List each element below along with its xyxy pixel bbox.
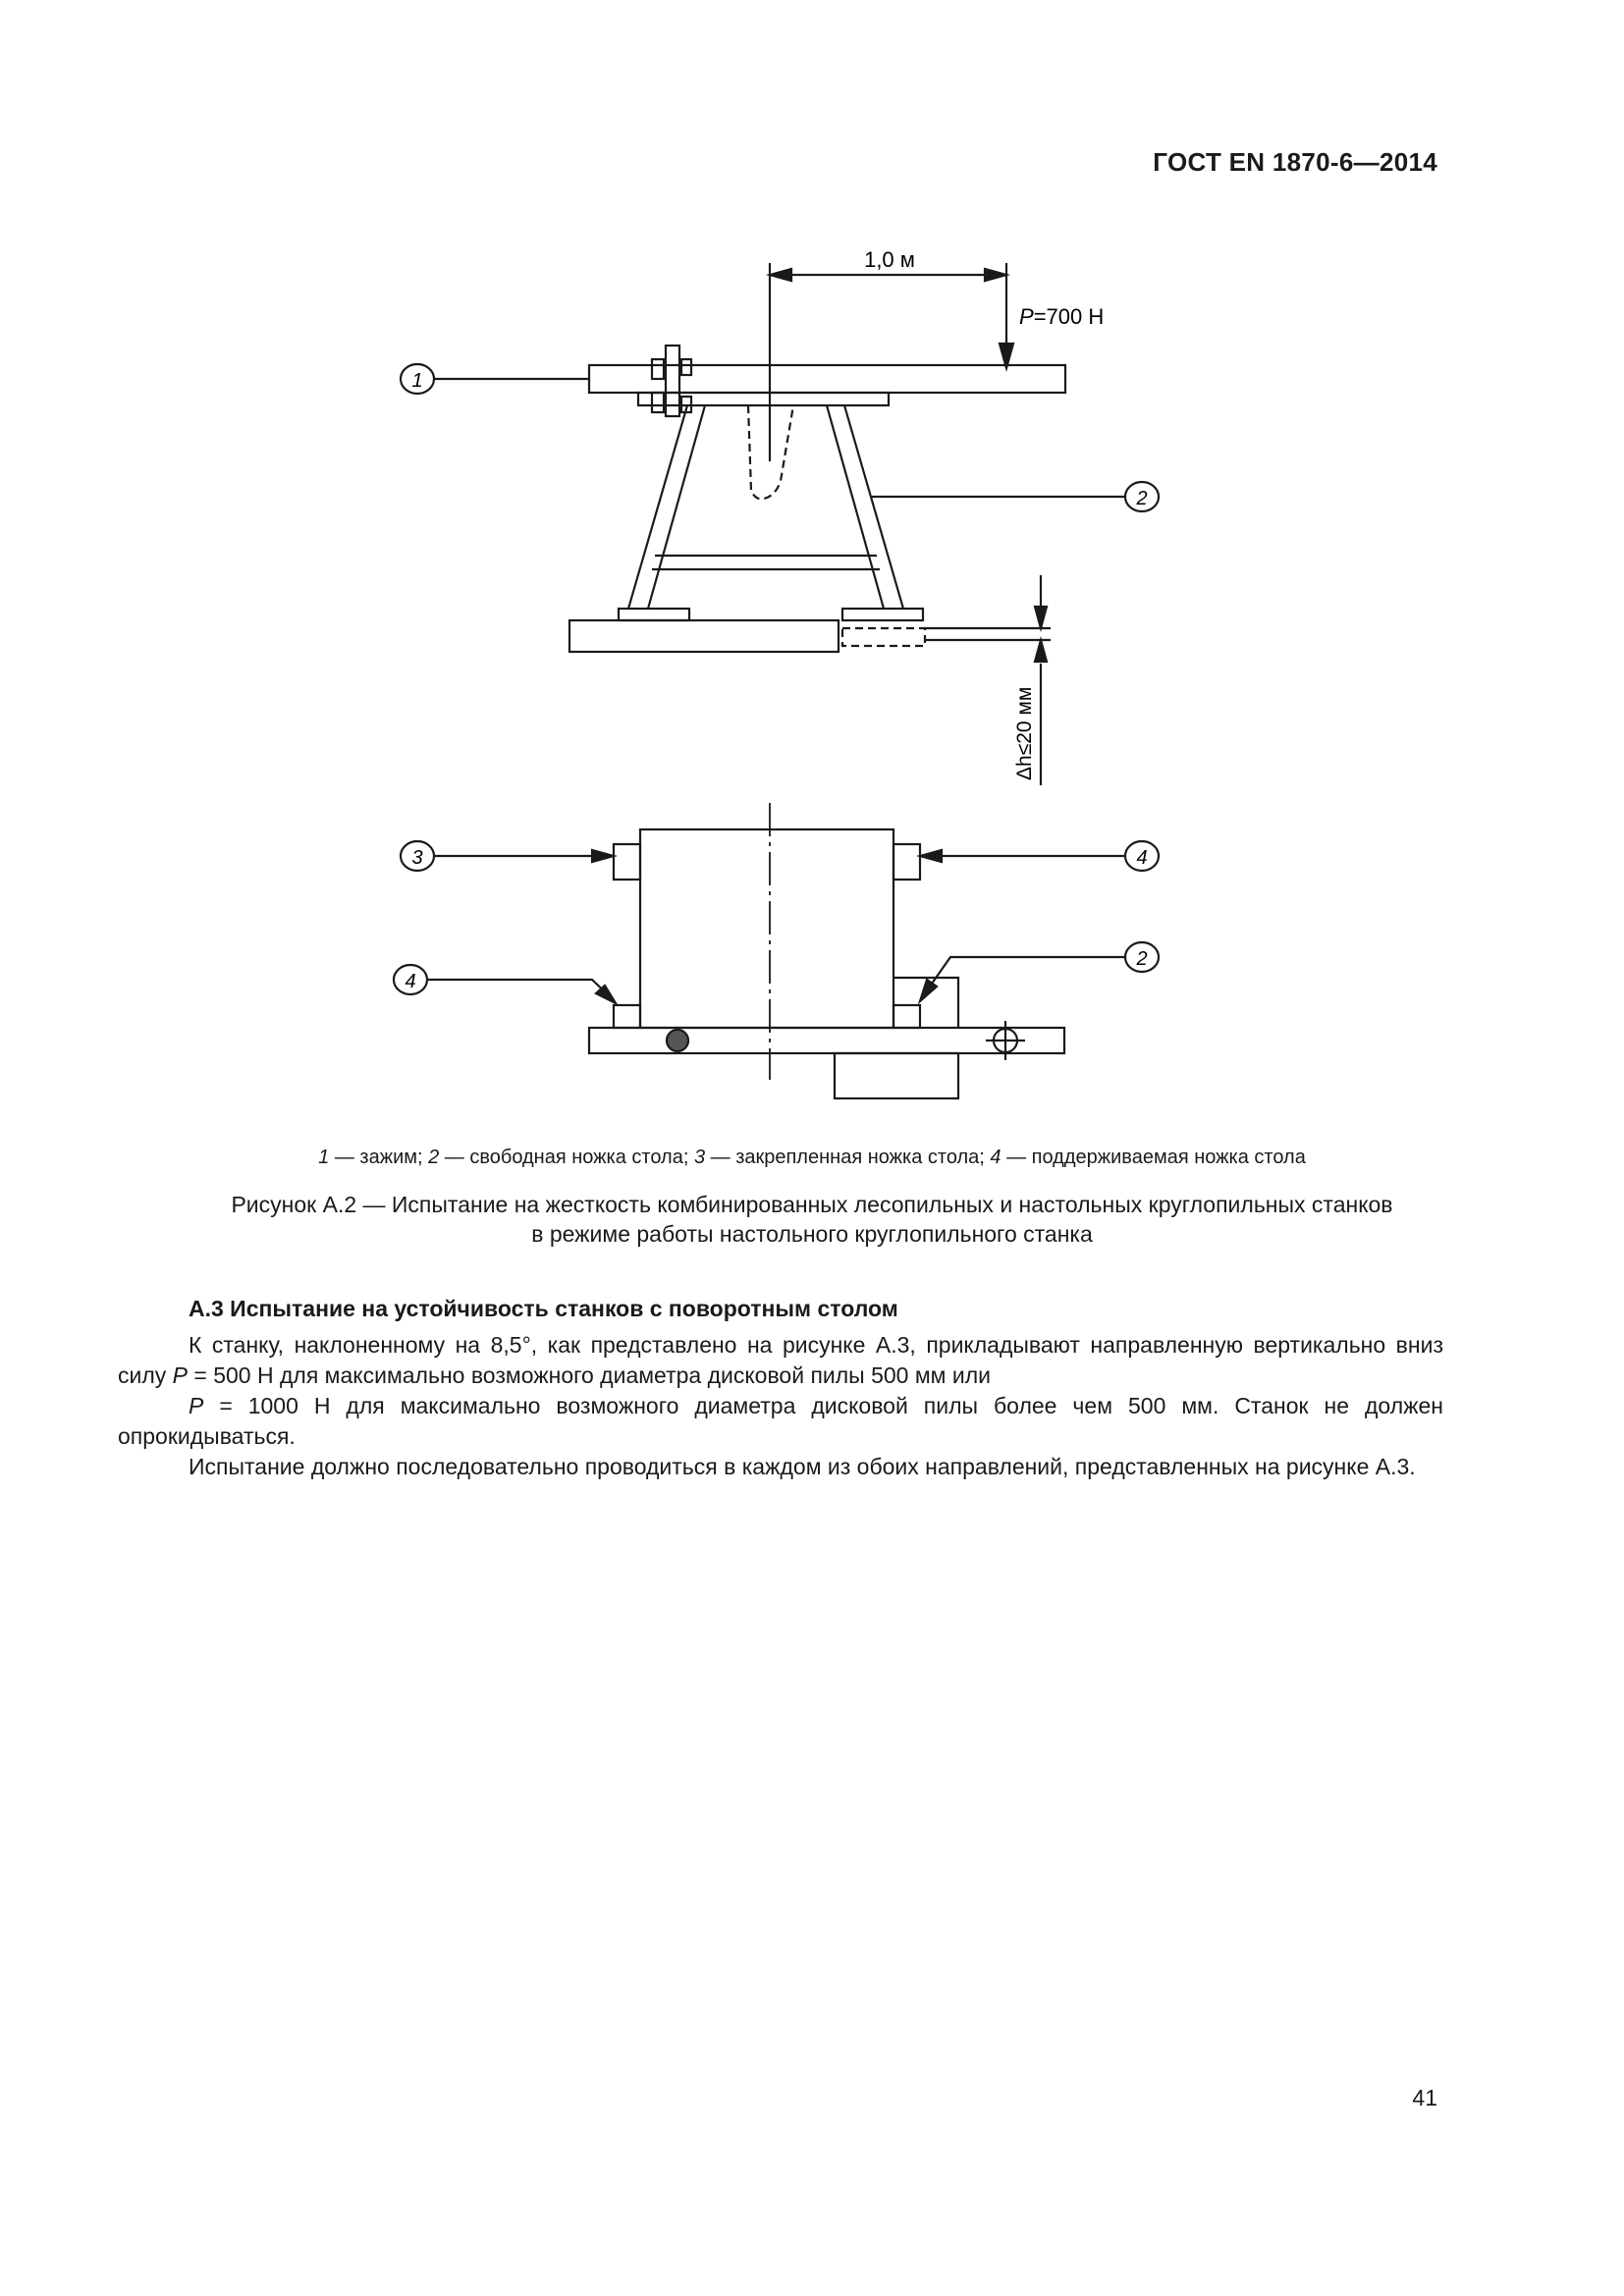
callout-2-bottom-arrow [920, 980, 937, 1001]
legend-text-1: — зажим; [329, 1147, 429, 1168]
clamp-washer-top [681, 359, 691, 375]
legend-number-4: 4 [990, 1147, 1001, 1168]
plan-supported-leg-top [893, 844, 920, 880]
callout-3-number: 3 [411, 847, 423, 869]
document-standard-header: ГОСТ EN 1870-6—2014 [1153, 147, 1437, 177]
paragraph-1-text-a: К станку, наклоненному на 8,5°, как представлено на рисунке А.3, прикладывают направленную вертикально вниз силу [118, 1332, 1443, 1388]
page-number: 41 [1412, 2085, 1437, 2110]
callout-3-arrow [592, 850, 614, 862]
plan-hatched-circle [667, 1030, 688, 1051]
paragraph-1-symbol-p: P [172, 1362, 189, 1388]
legend-text-2: — свободная ножка стола; [439, 1147, 694, 1168]
clamp-nut-top [652, 359, 664, 379]
plan-bottom-block [835, 1053, 958, 1098]
legend-number-3: 3 [693, 1147, 706, 1168]
section-a3 [118, 1294, 1443, 1482]
clamp-nut-bottom [652, 393, 664, 412]
paragraph-2-symbol-p: P [189, 1393, 204, 1418]
callout-4-left-arrow [596, 986, 616, 1003]
paragraph-2 [118, 1391, 1443, 1452]
callout-4-left-number: 4 [405, 971, 416, 992]
callout-2-top-number: 2 [1136, 488, 1148, 509]
delta-h-arrow-top [1035, 607, 1047, 628]
plan-supported-leg-bottom [614, 1005, 640, 1028]
delta-h-arrow-bottom [1035, 640, 1047, 662]
paragraph-2-text: = 1000 Н для максимально возможного диаметра дисковой пилы более чем 500 мм. Станок не должен опрокидываться. [118, 1393, 1443, 1449]
callout-1-number: 1 [411, 370, 423, 392]
dimension-label: 1,0 м [864, 247, 915, 272]
right-foot [842, 609, 923, 620]
paragraph-3: Испытание должно последовательно проводиться в каждом из обоих направлений, представленных на рисунке А.3. [189, 1454, 1416, 1479]
delta-h-label: Δh≤20 мм [1013, 686, 1036, 780]
plan-fixed-leg [614, 844, 640, 880]
paragraph-1 [118, 1330, 1443, 1391]
figure-caption-line-1: Рисунок А.2 — Испытание на жесткость комбинированных лесопильных и настольных круглопильных станков [231, 1192, 1393, 1217]
table-under-plate [638, 393, 889, 405]
figure-legend [0, 1147, 1624, 1169]
figure-caption-line-2: в режиме работы настольного круглопильного станка [531, 1221, 1093, 1247]
paragraph-1-text-b: = 500 Н для максимально возможного диаметра дисковой пилы 500 мм или [188, 1362, 991, 1388]
callout-2-bottom-number: 2 [1136, 948, 1148, 970]
section-heading: А.3 Испытание на устойчивость станков с поворотным столом [189, 1296, 898, 1321]
left-foot [619, 609, 689, 620]
dimension-arrow-left [770, 269, 791, 281]
figure-a2-drawing [0, 0, 1624, 1119]
plan-free-leg [893, 1005, 920, 1028]
callout-4-left-leader [427, 980, 611, 997]
legend-number-1: 1 [318, 1147, 330, 1168]
base-plate [569, 620, 839, 652]
callout-2-bottom-leader [925, 957, 1125, 993]
figure-caption [0, 1190, 1624, 1249]
force-value: =700 Н [1033, 304, 1105, 329]
plan-main-block [640, 829, 893, 1028]
left-leg-outer [628, 405, 687, 609]
callout-4-top-arrow [920, 850, 942, 862]
dimension-arrow-right [985, 269, 1006, 281]
force-label [1019, 304, 1104, 329]
legend-number-2: 2 [428, 1147, 440, 1168]
right-leg-outer [844, 405, 903, 609]
left-leg-inner [648, 405, 705, 609]
displaced-foot-hidden [842, 628, 925, 646]
right-leg-inner [827, 405, 884, 609]
legend-text-4: — поддерживаемая ножка стола [1001, 1147, 1306, 1168]
force-symbol: P [1019, 304, 1034, 329]
callout-4-top-number: 4 [1136, 847, 1148, 869]
legend-text-3: — закрепленная ножка стола; [705, 1147, 991, 1168]
